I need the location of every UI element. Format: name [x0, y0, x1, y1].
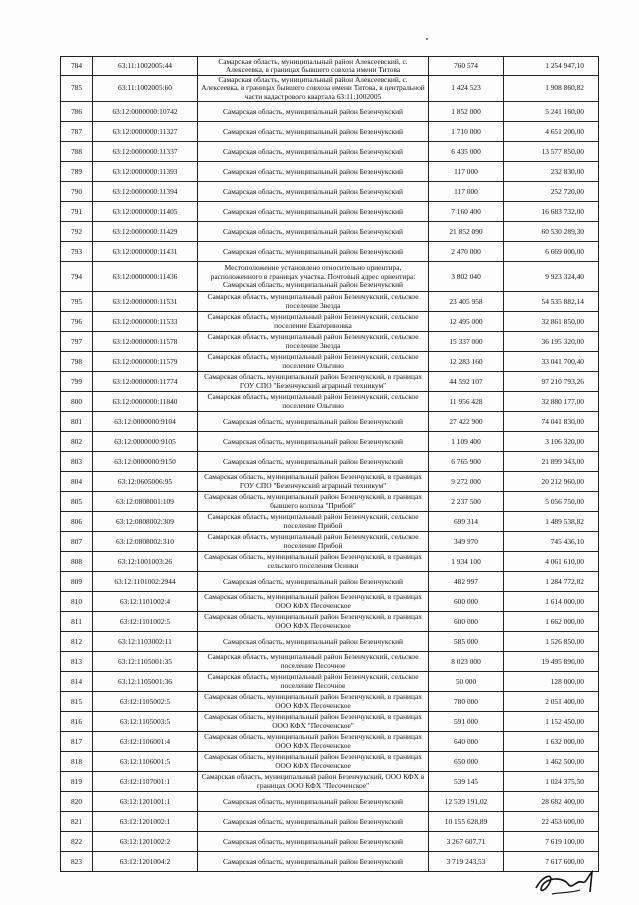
area-value: 12 539 191,02 [429, 792, 504, 812]
table-row [61, 392, 599, 412]
signature-image [532, 866, 602, 900]
row-number: 796 [61, 312, 93, 332]
area-value: 6 435 000 [429, 142, 504, 162]
row-number: 806 [61, 512, 93, 532]
land-plots-table [60, 56, 599, 872]
address: Самарская область, муниципальный район Безенчукский, в границах ГОУ СПО "Безенчукский аграрный техникум" [198, 372, 429, 392]
cadastral-number: 63:12:0000000:11531 [93, 292, 198, 312]
cadastral-value: 3 106 320,00 [504, 432, 599, 452]
area-value: 591 000 [429, 712, 504, 732]
table-row [61, 732, 599, 752]
table-row [61, 652, 599, 672]
cadastral-number: 63:12:0000000:9105 [93, 432, 198, 452]
address: Самарская область, муниципальный район Безенчукский [198, 122, 429, 142]
address: Самарская область, муниципальный район Безенчукский, сельское поселение Ольгино [198, 392, 429, 412]
area-value: 12 495 000 [429, 312, 504, 332]
table-row [61, 492, 599, 512]
address: Самарская область, муниципальный район Безенчукский [198, 572, 429, 592]
cadastral-value: 1 462 500,00 [504, 752, 599, 772]
table-row [61, 122, 599, 142]
row-number: 799 [61, 372, 93, 392]
cadastral-number: 63:12:0000000:11429 [93, 222, 198, 242]
area-value: 50 000 [429, 672, 504, 692]
row-number: 791 [61, 202, 93, 222]
area-value: 9 272 000 [429, 472, 504, 492]
row-number: 818 [61, 752, 93, 772]
table-row [61, 262, 599, 292]
area-value: 780 000 [429, 692, 504, 712]
table-row [61, 222, 599, 242]
cadastral-number: 63:12:0808002:310 [93, 532, 198, 552]
cadastral-number: 63:12:0000000:11579 [93, 352, 198, 372]
row-number: 823 [61, 852, 93, 872]
table-row [61, 292, 599, 312]
cadastral-number: 63:12:0000000:11436 [93, 262, 198, 292]
cadastral-value: 54 535 882,14 [504, 292, 599, 312]
row-number: 815 [61, 692, 93, 712]
cadastral-number: 63:12:0000000:11405 [93, 202, 198, 222]
cadastral-number: 63:12:1201004:2 [93, 852, 198, 872]
address: Самарская область, муниципальный район Безенчукский [198, 142, 429, 162]
row-number: 792 [61, 222, 93, 242]
address: Самарская область, муниципальный район Безенчукский, в границах сельского поселения Осинки [198, 552, 429, 572]
area-value: 482 997 [429, 572, 504, 592]
address: Самарская область, муниципальный район Безенчукский, сельское поселение Екатериновка [198, 312, 429, 332]
cadastral-value: 1 526 850,00 [504, 632, 599, 652]
table-row [61, 552, 599, 572]
row-number: 822 [61, 832, 93, 852]
row-number: 795 [61, 292, 93, 312]
table-row [61, 142, 599, 162]
address: Самарская область, муниципальный район Безенчукский, в границах ООО КФХ Песоченское [198, 692, 429, 712]
row-number: 819 [61, 772, 93, 792]
cadastral-value: 1 489 538,82 [504, 512, 599, 532]
address: Самарская область, муниципальный район Безенчукский, сельское поселение Прибой [198, 532, 429, 552]
area-value: 27 422 900 [429, 412, 504, 432]
row-number: 788 [61, 142, 93, 162]
row-number: 793 [61, 242, 93, 262]
row-number: 785 [61, 76, 93, 102]
address: Самарская область, муниципальный район Безенчукский [198, 162, 429, 182]
cadastral-number: 63:12:1201002:1 [93, 812, 198, 832]
address: Местоположение установлено относительно ориентира, расположенного в границах участка. Почтовый адрес ориентира: Самарская область, муниципальный район Безенчукский [198, 262, 429, 292]
table-row [61, 532, 599, 552]
table-row [61, 452, 599, 472]
row-number: 814 [61, 672, 93, 692]
cadastral-value: 97 210 793,26 [504, 372, 599, 392]
row-number: 813 [61, 652, 93, 672]
row-number: 821 [61, 812, 93, 832]
table-row [61, 752, 599, 772]
cadastral-value: 4 651 200,00 [504, 122, 599, 142]
row-number: 803 [61, 452, 93, 472]
address: Самарская область, муниципальный район Безенчукский [198, 812, 429, 832]
cadastral-value: 22 453 600,00 [504, 812, 599, 832]
cadastral-number: 63:12:0000000:10742 [93, 102, 198, 122]
address: Самарская область, муниципальный район Безенчукский, в границах ООО КФХ Песоченское [198, 732, 429, 752]
address: Самарская область, муниципальный район Безенчукский [198, 452, 429, 472]
row-number: 816 [61, 712, 93, 732]
cadastral-value: 19 495 890,00 [504, 652, 599, 672]
area-value: 8 023 000 [429, 652, 504, 672]
cadastral-value: 1 632 000,00 [504, 732, 599, 752]
area-value: 585 000 [429, 632, 504, 652]
row-number: 787 [61, 122, 93, 142]
cadastral-number: 63:12:0808001:109 [93, 492, 198, 512]
address: Самарская область, муниципальный район Безенчукский [198, 242, 429, 262]
address: Самарская область, муниципальный район Безенчукский, сельское поселение Прибой [198, 512, 429, 532]
table-row [61, 102, 599, 122]
table-row [61, 792, 599, 812]
table-row [61, 352, 599, 372]
table-row [61, 852, 599, 872]
table-row [61, 692, 599, 712]
cadastral-number: 63:12:0000000:9104 [93, 412, 198, 432]
table-row [61, 832, 599, 852]
cadastral-number: 63:12:1105003:5 [93, 712, 198, 732]
cadastral-value: 1 908 860,82 [504, 76, 599, 102]
cadastral-value: 13 577 850,00 [504, 142, 599, 162]
row-number: 809 [61, 572, 93, 592]
table-row [61, 672, 599, 692]
row-number: 812 [61, 632, 93, 652]
cadastral-number: 63:12:1101002:5 [93, 612, 198, 632]
area-value: 1 109 400 [429, 432, 504, 452]
cadastral-value: 28 682 400,00 [504, 792, 599, 812]
area-value: 650 000 [429, 752, 504, 772]
address: Самарская область, муниципальный район Алексеевский, с. Алексеевка, в границах бывшего совхоза имени Титова, в центральной части кадастрового квартала 63:11:1002005 [198, 76, 429, 102]
cadastral-value: 4 061 610,00 [504, 552, 599, 572]
table-row [61, 412, 599, 432]
row-number: 802 [61, 432, 93, 452]
address: Самарская область, муниципальный район Безенчукский, сельское поселение Песочное [198, 652, 429, 672]
address: Самарская область, муниципальный район Безенчукский [198, 852, 429, 872]
row-number: 789 [61, 162, 93, 182]
row-number: 805 [61, 492, 93, 512]
table-row [61, 472, 599, 492]
address: Самарская область, муниципальный район Безенчукский, в границах ООО КФХ Песоченское [198, 592, 429, 612]
area-value: 6 765 900 [429, 452, 504, 472]
cadastral-value: 1 024 375,50 [504, 772, 599, 792]
row-number: 794 [61, 262, 93, 292]
cadastral-value: 33 041 700,40 [504, 352, 599, 372]
address: Самарская область, муниципальный район Безенчукский [198, 222, 429, 242]
row-number: 798 [61, 352, 93, 372]
cadastral-value: 21 899 343,00 [504, 452, 599, 472]
cadastral-number: 63:11:1002005:44 [93, 57, 198, 76]
area-value: 3 719 243,53 [429, 852, 504, 872]
cadastral-number: 63:12:0000000:11578 [93, 332, 198, 352]
table-row [61, 242, 599, 262]
address: Самарская область, муниципальный район Безенчукский [198, 182, 429, 202]
cadastral-value: 74 041 830,00 [504, 412, 599, 432]
row-number: 804 [61, 472, 93, 492]
row-number: 784 [61, 57, 93, 76]
cadastral-number: 63:12:1001003:26 [93, 552, 198, 572]
table-row [61, 182, 599, 202]
cadastral-value: 232 830,00 [504, 162, 599, 182]
cadastral-value: 7 619 100,00 [504, 832, 599, 852]
cadastral-number: 63:12:1101002:2944 [93, 572, 198, 592]
area-value: 3 267 607,71 [429, 832, 504, 852]
cadastral-value: 128 000,00 [504, 672, 599, 692]
cadastral-number: 63:12:0000000:11431 [93, 242, 198, 262]
cadastral-value: 5 241 160,00 [504, 102, 599, 122]
table-row [61, 592, 599, 612]
area-value: 15 337 000 [429, 332, 504, 352]
area-value: 1 934 100 [429, 552, 504, 572]
address: Самарская область, муниципальный район Безенчукский, сельское поселение Звезда [198, 332, 429, 352]
row-number: 786 [61, 102, 93, 122]
cadastral-value: 1 662 000,00 [504, 612, 599, 632]
cadastral-number: 63:12:1201001:1 [93, 792, 198, 812]
cadastral-number: 63:12:1106001:4 [93, 732, 198, 752]
area-value: 1 852 000 [429, 102, 504, 122]
cadastral-value: 6 669 000,00 [504, 242, 599, 262]
area-value: 10 155 628,89 [429, 812, 504, 832]
area-value: 117 000 [429, 182, 504, 202]
address: Самарская область, муниципальный район Безенчукский [198, 832, 429, 852]
cadastral-number: 63:12:0000000:11394 [93, 182, 198, 202]
cadastral-number: 63:12:0000000:9150 [93, 452, 198, 472]
cadastral-number: 63:12:0808002:309 [93, 512, 198, 532]
row-number: 820 [61, 792, 93, 812]
area-value: 600 000 [429, 612, 504, 632]
cadastral-value: 2 051 400,00 [504, 692, 599, 712]
area-value: 2 237 500 [429, 492, 504, 512]
cadastral-number: 63:12:0000000:11337 [93, 142, 198, 162]
area-value: 760 574 [429, 57, 504, 76]
cadastral-value: 32 861 850,00 [504, 312, 599, 332]
cadastral-value: 20 212 960,00 [504, 472, 599, 492]
area-value: 1 424 523 [429, 76, 504, 102]
address: Самарская область, муниципальный район Безенчукский [198, 202, 429, 222]
address: Самарская область, муниципальный район Безенчукский, в границах ООО КФХ Песоченское [198, 752, 429, 772]
area-value: 539 145 [429, 772, 504, 792]
table-row [61, 432, 599, 452]
cadastral-value: 252 720,00 [504, 182, 599, 202]
row-number: 808 [61, 552, 93, 572]
area-value: 44 592 107 [429, 372, 504, 392]
address: Самарская область, муниципальный район Безенчукский [198, 412, 429, 432]
area-value: 640 000 [429, 732, 504, 752]
cadastral-number: 63:12:0000000:11774 [93, 372, 198, 392]
row-number: 811 [61, 612, 93, 632]
area-value: 3 802 040 [429, 262, 504, 292]
table-row [61, 612, 599, 632]
cadastral-number: 63:12:1105001:35 [93, 652, 198, 672]
row-number: 807 [61, 532, 93, 552]
row-number: 790 [61, 182, 93, 202]
cadastral-value: 7 617 600,00 [504, 852, 599, 872]
cadastral-value: 1 254 947,10 [504, 57, 599, 76]
cadastral-value: 5 056 750,00 [504, 492, 599, 512]
address: Самарская область, муниципальный район Безенчукский, сельское поселение Звезда [198, 292, 429, 312]
cadastral-value: 60 530 289,30 [504, 222, 599, 242]
cadastral-number: 63:12:0000000:11393 [93, 162, 198, 182]
address: Самарская область, муниципальный район Безенчукский, в границах ГОУ СПО "Безенчукский аграрный техникум" [198, 472, 429, 492]
cadastral-value: 745 436,10 [504, 532, 599, 552]
cadastral-value: 1 614 000,00 [504, 592, 599, 612]
area-value: 12 283 160 [429, 352, 504, 372]
address: Самарская область, муниципальный район Безенчукский, сельское поселение Песочное [198, 672, 429, 692]
area-value: 21 852 090 [429, 222, 504, 242]
area-value: 11 956 428 [429, 392, 504, 412]
address: Самарская область, муниципальный район Безенчукский, сельское поселение Ольгино [198, 352, 429, 372]
address: Самарская область, муниципальный район Алексеевский, с. Алексеевка, в границах бывшего совхоза имени Титова [198, 57, 429, 76]
area-value: 349 970 [429, 532, 504, 552]
table-row [61, 76, 599, 102]
cadastral-value: 16 683 732,00 [504, 202, 599, 222]
row-number: 797 [61, 332, 93, 352]
cadastral-number: 63:12:0000000:11533 [93, 312, 198, 332]
area-value: 117 000 [429, 162, 504, 182]
row-number: 800 [61, 392, 93, 412]
address: Самарская область, муниципальный район Безенчукский [198, 632, 429, 652]
cadastral-number: 63:12:1201002:2 [93, 832, 198, 852]
area-value: 2 470 000 [429, 242, 504, 262]
cadastral-number: 63:12:1101002:4 [93, 592, 198, 612]
cadastral-value: 1 284 772,02 [504, 572, 599, 592]
address: Самарская область, муниципальный район Безенчукский [198, 432, 429, 452]
address: Самарская область, муниципальный район Безенчукский, в границах ООО КФХ "Песоченское" [198, 712, 429, 732]
row-number: 817 [61, 732, 93, 752]
row-number: 810 [61, 592, 93, 612]
table-row [61, 712, 599, 732]
table-row [61, 202, 599, 222]
table-row [61, 372, 599, 392]
cadastral-number: 63:12:1103002:11 [93, 632, 198, 652]
area-value: 1 710 000 [429, 122, 504, 142]
area-value: 600 000 [429, 592, 504, 612]
table-row [61, 512, 599, 532]
scan-speck [426, 38, 428, 40]
address: Самарская область, муниципальный район Безенчукский [198, 102, 429, 122]
address: Самарская область, муниципальный район Безенчукский [198, 792, 429, 812]
table-row [61, 332, 599, 352]
cadastral-number: 63:12:0000000:11327 [93, 122, 198, 142]
cadastral-value: 1 152 450,00 [504, 712, 599, 732]
cadastral-number: 63:12:1106001:5 [93, 752, 198, 772]
cadastral-value: 9 923 324,40 [504, 262, 599, 292]
table-row [61, 57, 599, 76]
table-body [61, 57, 599, 872]
address: Самарская область, муниципальный район Безенчукский, в границах ООО КФХ Песоченское [198, 612, 429, 632]
cadastral-number: 63:12:1105002:5 [93, 692, 198, 712]
area-value: 699 314 [429, 512, 504, 532]
table-row [61, 772, 599, 792]
row-number: 801 [61, 412, 93, 432]
cadastral-number: 63:11:1002005:60 [93, 76, 198, 102]
table-row [61, 162, 599, 182]
address: Самарская область, муниципальный район Безенчукский, ООО КФХ в границах ООО КФХ "Песоченское" [198, 772, 429, 792]
cadastral-number: 63:12:0000000:11840 [93, 392, 198, 412]
cadastral-number: 63:12:1107001:1 [93, 772, 198, 792]
table-row [61, 572, 599, 592]
cadastral-value: 32 880 177,00 [504, 392, 599, 412]
cadastral-number: 63:12:1105001:36 [93, 672, 198, 692]
address: Самарская область, муниципальный район Безенчукский, в границах бывшего колхоза "Прибой" [198, 492, 429, 512]
cadastral-number: 63:12:0605006:95 [93, 472, 198, 492]
cadastral-value: 36 195 320,00 [504, 332, 599, 352]
table-row [61, 312, 599, 332]
table-row [61, 632, 599, 652]
table-row [61, 812, 599, 832]
area-value: 7 160 400 [429, 202, 504, 222]
area-value: 23 405 958 [429, 292, 504, 312]
